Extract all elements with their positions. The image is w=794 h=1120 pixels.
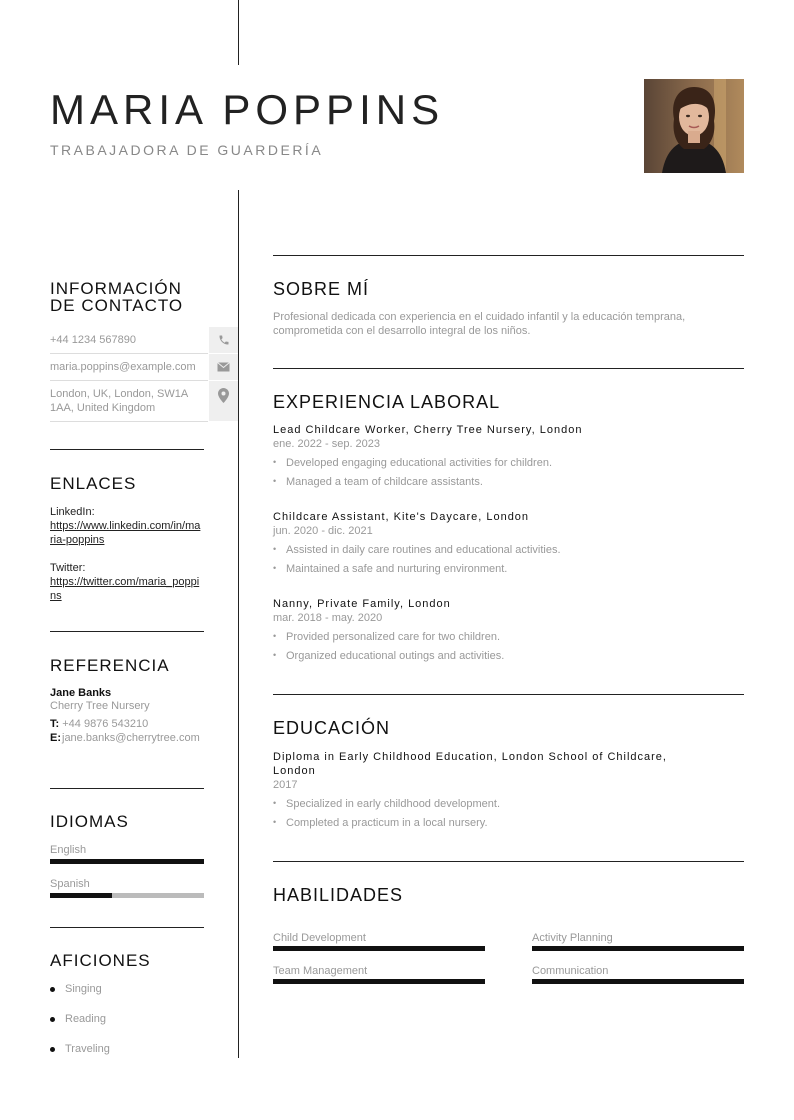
contact-heading	[50, 280, 204, 314]
language-level-fill	[50, 859, 204, 864]
job-title: Nanny, Private Family, London	[273, 598, 451, 610]
hobby-label: Reading	[65, 1013, 106, 1025]
bullet-dot	[50, 1017, 55, 1022]
reference-email-value: jane.banks@cherrytree.com	[62, 732, 200, 744]
skill-item	[532, 965, 744, 984]
skill-level-bar	[273, 979, 485, 984]
separator	[50, 353, 208, 354]
linkedin-link[interactable]: https://www.linkedin.com/in/maria-poppins	[50, 520, 201, 546]
divider	[273, 255, 744, 256]
job-entry	[273, 510, 743, 575]
phone-icon	[209, 327, 238, 353]
skill-item	[273, 932, 485, 951]
job-date: ene. 2022 - sep. 2023	[273, 438, 381, 450]
hobbies-heading: AFICIONES	[50, 951, 151, 970]
hobby-item	[50, 1043, 110, 1055]
link-linkedin	[50, 505, 204, 547]
contact-phone-text: +44 1234 567890	[50, 334, 136, 346]
job-bullet: • Provided personalized care for two children.	[273, 631, 743, 643]
job-date: mar. 2018 - may. 2020	[273, 612, 383, 624]
vertical-divider	[238, 190, 239, 1058]
mail-icon	[209, 354, 238, 380]
profile-photo	[644, 79, 744, 173]
job-title: Lead Childcare Worker, Cherry Tree Nursery, London	[273, 424, 583, 436]
language-name: Spanish	[50, 878, 90, 890]
candidate-name: MARIA POPPINS	[50, 86, 445, 133]
reference-org: Cherry Tree Nursery	[50, 700, 150, 712]
vertical-divider-top	[238, 0, 239, 65]
skill-level-bar	[532, 979, 744, 984]
link-label: LinkedIn:	[50, 506, 95, 518]
link-twitter	[50, 561, 204, 603]
job-date: jun. 2020 - dic. 2021	[273, 525, 373, 537]
candidate-title: TRABAJADORA DE GUARDERÍA	[50, 142, 324, 158]
hobby-label: Traveling	[65, 1043, 110, 1055]
skill-item	[532, 932, 744, 951]
about-text: Profesional dedicada con experiencia en el cuidado infantil y la educación temprana, comprometida con el desarrollo integral de los niños.	[273, 311, 686, 337]
hobby-item	[50, 1013, 106, 1025]
bullet-dot	[50, 1047, 55, 1052]
hobby-label: Singing	[65, 983, 102, 995]
job-bullet: • Organized educational outings and activities.	[273, 650, 743, 662]
separator	[50, 380, 208, 381]
education-title: Diploma in Early Childhood Education, London School of Childcare, London	[273, 751, 667, 777]
language-spanish	[50, 878, 204, 898]
education-date: 2017	[273, 779, 298, 791]
education-bullet: • Specialized in early childhood development.	[273, 798, 713, 810]
about-heading: SOBRE MÍ	[273, 279, 370, 299]
reference-phone	[50, 717, 204, 731]
language-name: English	[50, 844, 87, 856]
reference-heading: REFERENCIA	[50, 656, 170, 675]
divider	[273, 861, 744, 862]
divider	[50, 927, 204, 928]
divider	[50, 631, 204, 632]
separator	[50, 421, 208, 422]
job-bullet: • Managed a team of childcare assistants.	[273, 476, 743, 488]
reference-email-label: E:	[50, 732, 61, 744]
job-bullet: • Assisted in daily care routines and educational activities.	[273, 544, 743, 556]
job-bullet: • Developed engaging educational activities for children.	[273, 457, 743, 469]
hobby-item	[50, 983, 102, 995]
reference-name: Jane Banks	[50, 687, 112, 699]
link-label: Twitter:	[50, 562, 86, 574]
language-level-fill	[50, 893, 112, 898]
job-entry	[273, 423, 743, 488]
divider	[50, 788, 204, 789]
language-level-bar	[50, 893, 204, 898]
reference-phone-label: T:	[50, 718, 60, 730]
job-title: Childcare Assistant, Kite's Daycare, London	[273, 511, 530, 523]
skills-heading: HABILIDADES	[273, 885, 404, 905]
language-english	[50, 844, 204, 864]
divider	[273, 368, 744, 369]
portrait-image	[644, 79, 744, 173]
divider	[50, 449, 204, 450]
reference-email	[50, 731, 204, 745]
links-heading: ENLACES	[50, 474, 137, 493]
contact-address-text: London, UK, London, SW1A 1AA, United Kingdom	[50, 388, 188, 414]
reference-phone-value: +44 9876 543210	[62, 718, 149, 730]
language-level-bar	[50, 859, 204, 864]
skill-item	[273, 965, 485, 984]
job-entry	[273, 597, 743, 662]
experience-heading: EXPERIENCIA LABORAL	[273, 392, 501, 412]
contact-heading-line2: DE CONTACTO	[50, 296, 184, 315]
twitter-link[interactable]: https://twitter.com/maria_poppins	[50, 576, 200, 602]
languages-heading: IDIOMAS	[50, 812, 129, 831]
education-entry	[273, 750, 713, 829]
job-bullet: • Maintained a safe and nurturing environment.	[273, 563, 743, 575]
skill-label: Activity Planning	[532, 932, 613, 944]
education-bullet: • Completed a practicum in a local nursery.	[273, 817, 713, 829]
contact-heading-line1: INFORMACIÓN	[50, 279, 182, 298]
bullet-dot	[50, 987, 55, 992]
reference-block	[50, 687, 204, 745]
divider	[273, 694, 744, 695]
skill-label: Team Management	[273, 965, 368, 977]
skill-level-bar	[532, 946, 744, 951]
skill-level-bar	[273, 946, 485, 951]
skill-label: Child Development	[273, 932, 366, 944]
location-pin-icon	[209, 381, 238, 421]
skill-label: Communication	[532, 965, 609, 977]
contact-email-text: maria.poppins@example.com	[50, 361, 196, 373]
education-heading: EDUCACIÓN	[273, 718, 391, 738]
